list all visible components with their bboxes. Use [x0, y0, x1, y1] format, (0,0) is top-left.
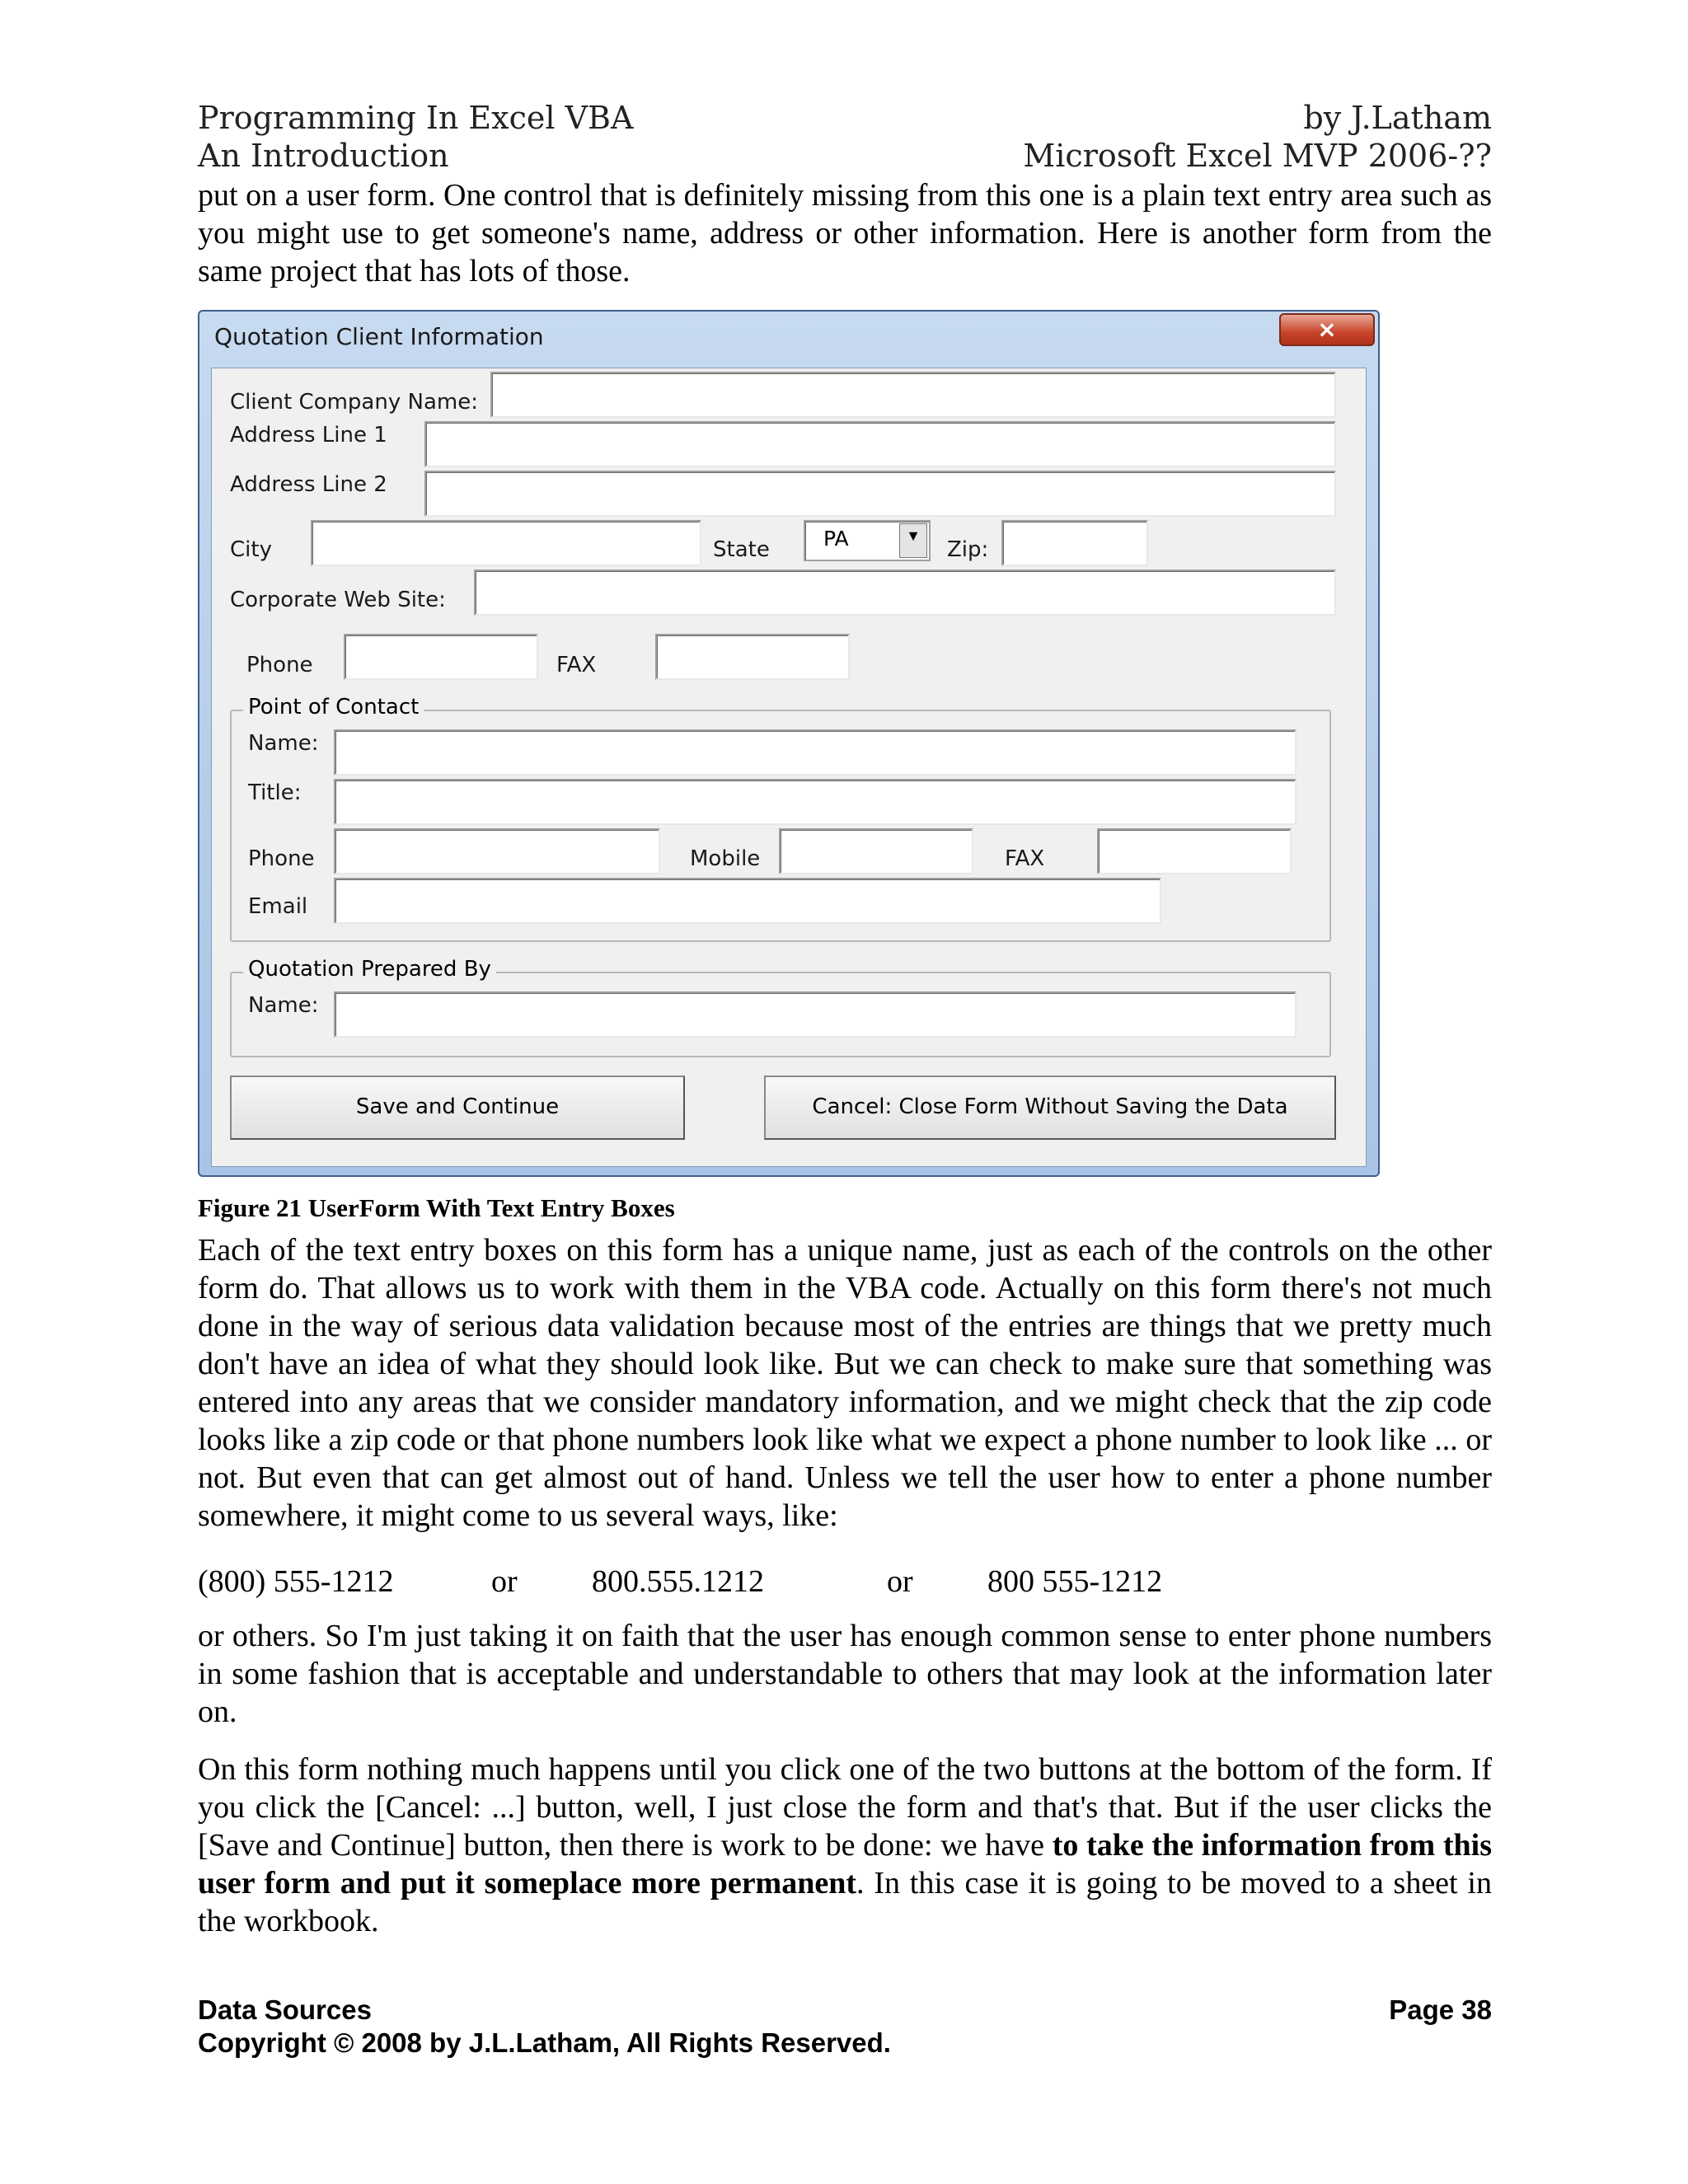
label-phone: Phone	[246, 653, 313, 677]
label-contact-title: Title:	[248, 780, 302, 805]
website-input[interactable]	[474, 569, 1336, 616]
label-contact-fax: FAX	[1005, 846, 1045, 871]
state-value: PA	[823, 527, 849, 551]
label-prepared-name: Name:	[248, 993, 319, 1018]
body-paragraph-2: or others. So I'm just taking it on faith that the user has enough common sense to enter phone numbers in some fashion that is acceptable and understandable to others that may look at the information later on.	[198, 1619, 1492, 1729]
label-address-line-2: Address Line 2	[230, 472, 387, 497]
label-state: State	[713, 537, 770, 562]
footer-section: Data Sources	[198, 1994, 372, 2025]
header-author: by J.Latham	[1303, 100, 1492, 136]
footer-page-number: Page 38	[1389, 1994, 1492, 2025]
contact-title-input[interactable]	[334, 779, 1296, 825]
contact-fax-input[interactable]	[1097, 828, 1292, 874]
contact-name-input[interactable]	[334, 729, 1296, 776]
close-icon: ×	[1317, 316, 1337, 343]
userform-window	[198, 310, 1380, 1177]
label-city: City	[230, 537, 272, 562]
state-dropdown-button[interactable]	[899, 523, 927, 558]
cancel-button-label: Cancel: Close Form Without Saving the Data	[812, 1094, 1288, 1119]
save-and-continue-button[interactable]	[230, 1076, 685, 1140]
save-button-label: Save and Continue	[355, 1094, 560, 1119]
cancel-close-form-button[interactable]	[764, 1076, 1336, 1140]
point-of-contact-frame	[230, 695, 1331, 942]
prepared-name-input[interactable]	[334, 991, 1296, 1038]
body-paragraph-1: Each of the text entry boxes on this form has a unique name, just as each of the controls on the other form do. That allows us to work with them in the VBA code. Actually on this form there's not much done in the way of serious data validation because most of the entries are things that we pretty much don't have an idea of what they should look like. But we can check to make sure that something was entered into any areas that we consider mandatory information, and we might check that the zip code looks like a zip code or that phone numbers look like what we expect a phone number to look like ... or not. But even that can get almost out of hand. Unless we tell the user how to enter a phone number somewhere, it might come to us several ways, like:	[198, 1233, 1492, 1533]
address-line-1-input[interactable]	[424, 421, 1336, 467]
header-book-title: Programming In Excel VBA	[198, 100, 634, 136]
contact-email-input[interactable]	[334, 878, 1161, 924]
zip-input[interactable]	[1001, 520, 1148, 566]
city-input[interactable]	[311, 520, 701, 566]
phone-or-2: or	[887, 1564, 913, 1599]
phone-example-1: (800) 555-1212	[198, 1564, 394, 1599]
phone-input[interactable]	[344, 634, 538, 680]
para3-text-1: On this form nothing much happens until you click one of the two buttons at the bottom of the form. If you click the [Cancel: ...] button, well, I just close the form and that's that. But if the user clicks the [Save and Continue] button, then there is work to be done: we have	[198, 1752, 1492, 1863]
label-zip: Zip:	[947, 537, 989, 562]
label-client-company: Client Company Name:	[230, 390, 478, 415]
footer-line-2	[198, 2027, 1492, 2059]
intro-paragraph: put on a user form. One control that is definitely missing from this one is a plain text entry area such as you might use to get someone's name, address or other information. Here is another form from the same project that has lots of those.	[198, 178, 1492, 288]
label-contact-mobile: Mobile	[690, 846, 761, 871]
figure-caption: Figure 21 UserForm With Text Entry Boxes	[198, 1193, 675, 1222]
footer-copyright: Copyright © 2008 by J.L.Latham, All Rights Reserved.	[198, 2027, 891, 2058]
label-fax: FAX	[556, 653, 597, 677]
para3-text-2: . In this case it is going to be moved to a sheet in the workbook.	[198, 1866, 1492, 1938]
form-client-area	[211, 368, 1367, 1167]
para3-bold-text: to take the information from this user form and put it someplace more permanent	[198, 1828, 1493, 1900]
point-of-contact-title: Point of Contact	[243, 695, 424, 719]
window-close-button[interactable]	[1279, 313, 1375, 346]
label-website: Corporate Web Site:	[230, 588, 446, 612]
client-company-input[interactable]	[490, 372, 1336, 418]
contact-phone-input[interactable]	[334, 828, 660, 874]
label-contact-phone: Phone	[248, 846, 315, 871]
body-paragraph-3	[198, 1750, 1492, 1940]
prepared-by-frame	[230, 957, 1331, 1057]
header-credential: Microsoft Excel MVP 2006-??	[1023, 138, 1492, 174]
contact-mobile-input[interactable]	[779, 828, 973, 874]
phone-or-1: or	[491, 1564, 518, 1599]
phone-example-3: 800 555-1212	[987, 1564, 1163, 1599]
label-contact-name: Name:	[248, 731, 319, 756]
footer-line-1	[198, 1994, 1492, 2026]
state-combobox[interactable]	[804, 520, 931, 561]
fax-input[interactable]	[655, 634, 850, 680]
label-contact-email: Email	[248, 894, 308, 919]
header-subtitle: An Introduction	[198, 138, 449, 174]
label-address-line-1: Address Line 1	[230, 423, 387, 448]
address-line-2-input[interactable]	[424, 471, 1336, 517]
prepared-by-title: Quotation Prepared By	[243, 957, 496, 982]
phone-example-2: 800.555.1212	[592, 1564, 764, 1599]
window-title: Quotation Client Information	[214, 323, 544, 350]
chevron-down-icon: ▼	[906, 527, 921, 544]
